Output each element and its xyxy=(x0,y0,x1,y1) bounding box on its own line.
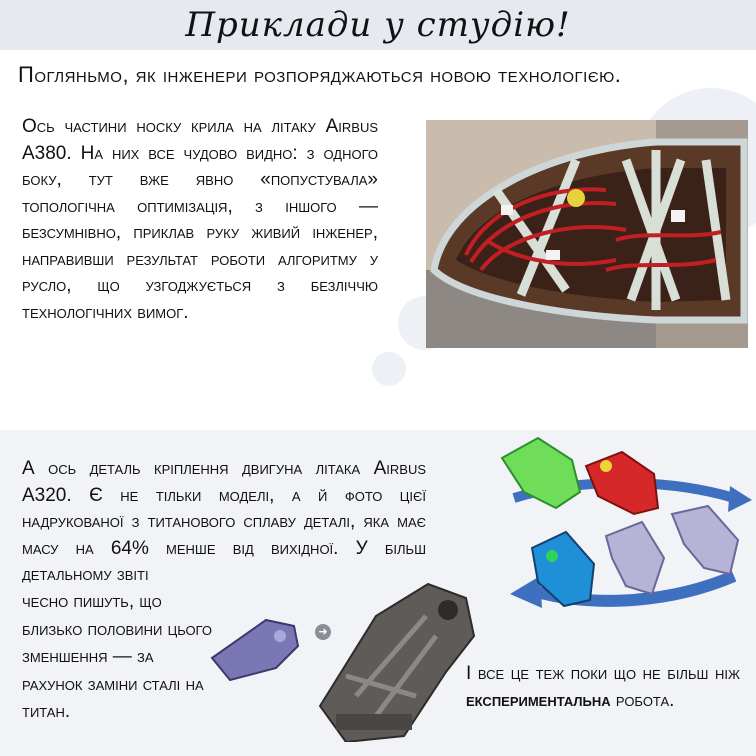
page-title: Приклади у студію! xyxy=(185,5,571,45)
bracket-description-continued: чесно пишуть, що близько половини цього зменшення — за рахунок заміни сталі на титан. xyxy=(22,591,212,722)
bracket-original-drawing xyxy=(206,612,310,684)
experimental-note xyxy=(466,660,740,714)
title-bar xyxy=(0,0,756,50)
bracket-original-model xyxy=(206,612,310,684)
bracket-description: А ось деталь кріплення двигуна літака Airbus A320. Є не тільки моделі, а й фото цієї надрукованої з титанового сплаву деталі, яка має масу на 64% менше від вихідної. У більш детальному звіті xyxy=(22,458,426,585)
topology-renders-drawing xyxy=(494,436,756,636)
experimental-note-emphasis: експериментальна xyxy=(466,690,611,711)
experimental-note-ending: робота. xyxy=(610,690,675,711)
printed-bracket-drawing xyxy=(316,576,482,742)
arrow-right-circle-icon: ➜ xyxy=(315,624,331,640)
experimental-note-text: І все це теж поки що не більш ніж xyxy=(466,663,740,684)
page-subtitle: Погляньмо, як інженери розпоряджаються новою технологією. xyxy=(18,62,622,87)
topology-optimization-renders xyxy=(494,436,756,636)
wing-photo-drawing xyxy=(426,120,748,348)
decor-circle-small xyxy=(372,352,406,386)
printed-titanium-bracket-photo xyxy=(316,576,482,742)
wing-description: Ось частини носку крила на літаку Airbus A380. На них все чудово видно: з одного боку, тут вже явно «попустувала» топологічна оптимізація, з іншого — безсумнівно, приклав руку живий інженер, направивши результат роботи алгоритму у русло, що узгоджується з безліччю технологічних вимог. xyxy=(22,116,378,323)
wing-leading-edge-photo xyxy=(426,120,748,348)
